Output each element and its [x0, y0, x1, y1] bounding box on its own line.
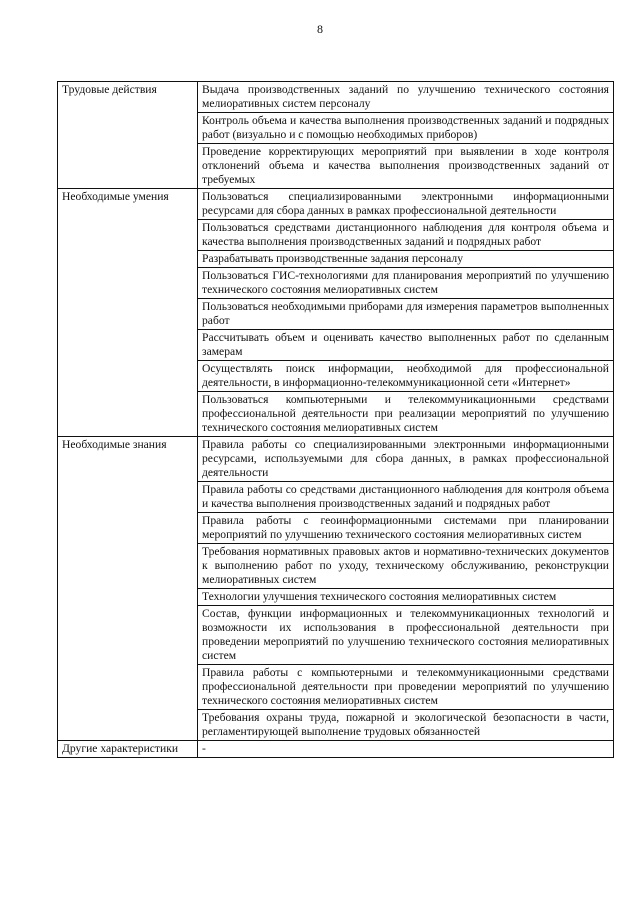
row-label: Необходимые умения — [58, 189, 198, 437]
row-item: - — [198, 741, 614, 758]
row-item: Правила работы с компьютерными и телекоммуникационными средствами профессиональной деятельности при проведении мероприятий по улучшению технического состояния мелиоративных систем — [198, 665, 614, 710]
row-item: Состав, функции информационных и телекоммуникационных технологий и возможности их использования в профессиональной деятельности при проведении мероприятий по улучшению технического состояния мелиоративных систем — [198, 606, 614, 665]
row-item: Правила работы со специализированными электронными информационными ресурсами, используемыми для сбора данных, в рамках профессиональной деятельности — [198, 437, 614, 482]
table-row — [58, 189, 614, 220]
row-item: Пользоваться средствами дистанционного наблюдения для контроля объема и качества выполнения производственных заданий и подрядных работ — [198, 220, 614, 251]
characteristics-table — [57, 81, 614, 758]
row-label: Другие характеристики — [58, 741, 198, 758]
row-item: Требования охраны труда, пожарной и экологической безопасности в части, регламентирующей выполнение трудовых обязанностей — [198, 710, 614, 741]
row-item: Разрабатывать производственные задания персоналу — [198, 251, 614, 268]
row-item: Правила работы со средствами дистанционного наблюдения для контроля объема и качества выполнения производственных заданий и подрядных работ — [198, 482, 614, 513]
row-label: Необходимые знания — [58, 437, 198, 741]
table-row — [58, 741, 614, 758]
row-item: Правила работы с геоинформационными системами при планировании мероприятий по улучшению технического состояния мелиоративных систем — [198, 513, 614, 544]
row-label: Трудовые действия — [58, 82, 198, 189]
row-item: Осуществлять поиск информации, необходимой для профессиональной деятельности, в информационно-телекоммуникационной сети «Интернет» — [198, 361, 614, 392]
table-body — [58, 82, 614, 758]
row-item: Пользоваться компьютерными и телекоммуникационными средствами профессиональной деятельности при реализации мероприятий по улучшению технического состояния мелиоративных систем — [198, 392, 614, 437]
row-item: Пользоваться необходимыми приборами для измерения параметров выполненных работ — [198, 299, 614, 330]
row-item: Технологии улучшения технического состояния мелиоративных систем — [198, 589, 614, 606]
row-item: Выдача производственных заданий по улучшению технического состояния мелиоративных систем персоналу — [198, 82, 614, 113]
row-item: Пользоваться ГИС-технологиями для планирования мероприятий по улучшению технического состояния мелиоративных систем — [198, 268, 614, 299]
page-number: 8 — [317, 22, 323, 36]
table-row — [58, 82, 614, 113]
row-item: Рассчитывать объем и оценивать качество выполненных работ по сделанным замерам — [198, 330, 614, 361]
row-item: Требования нормативных правовых актов и нормативно-технических документов к выполнению работ по уходу, техническому обслуживанию, реконструкции мелиоративных систем — [198, 544, 614, 589]
row-item: Пользоваться специализированными электронными информационными ресурсами для сбора данных в рамках профессиональной деятельности — [198, 189, 614, 220]
row-item: Контроль объема и качества выполнения производственных заданий и подрядных работ (визуально и с помощью необходимых приборов) — [198, 113, 614, 144]
table-row — [58, 437, 614, 482]
row-item: Проведение корректирующих мероприятий при выявлении в ходе контроля отклонений объема и качества выполнения производственных заданий от требуемых — [198, 144, 614, 189]
